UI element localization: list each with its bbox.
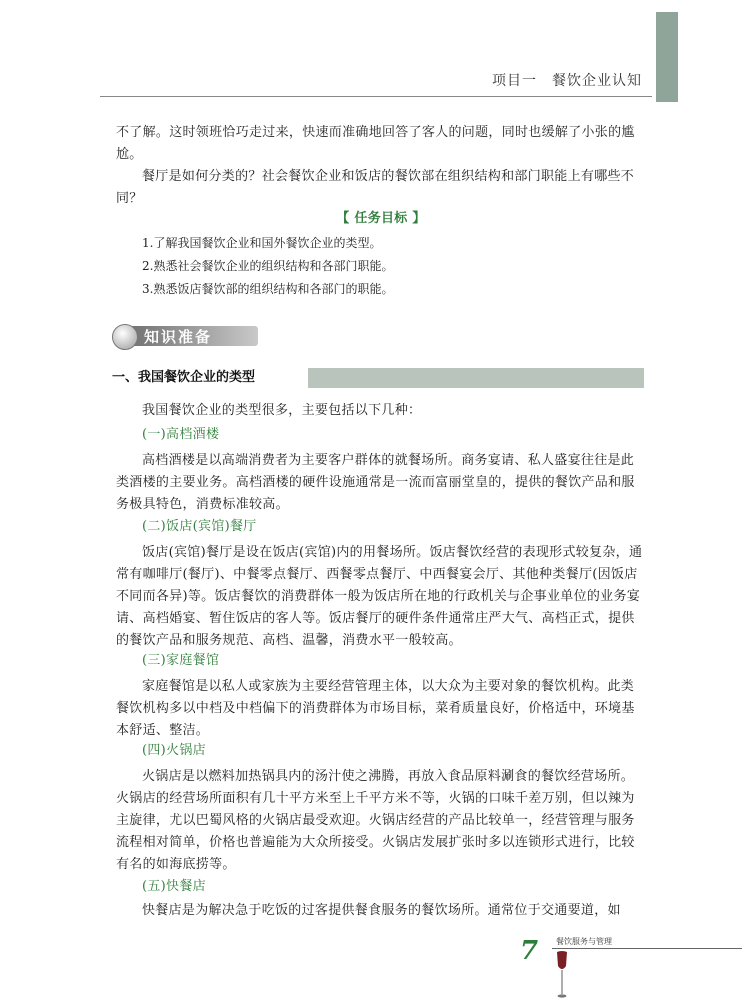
subheading-2: (二)饭店(宾馆)餐厅 (142, 519, 257, 534)
task-goal-list (142, 232, 642, 301)
paragraph-4: 火锅店是以燃料加热锅具内的汤汁使之沸腾，再放入食品原料涮食的餐饮经营场所。火锅店的经营场所面积有几十平方米至上千平方米不等，火锅的口味千差万别，但以辣为主旋律，尤以巴蜀风格的火锅店最受欢迎。火锅店经营的产品比较单一，经营管理与服务流程相对简单，价格也普遍能为大众所接受。火锅店发展扩张时多以连锁形式进行，比较有名的如海底捞等。 (116, 769, 635, 872)
intro-paragraph-2: 餐厅是如何分类的？社会餐饮企业和饭店的餐饮部在组织结构和部门职能上有哪些不同？ (116, 169, 635, 206)
heading-1-label: 一、我国餐饮企业的类型 (112, 370, 256, 385)
footer-divider (552, 948, 742, 949)
subheading-3: (三)家庭餐馆 (142, 653, 220, 668)
task-goal-item: 1.了解我国餐饮企业和国外餐饮企业的类型。 (142, 236, 382, 250)
paragraph-3: 家庭餐馆是以私人或家族为主要经营管理主体，以大众为主要对象的餐饮机构。此类餐饮机构多以中档及中档偏下的消费群体为市场目标，菜肴质量良好，价格适中，环境基本舒适、整洁。 (116, 679, 635, 738)
knowledge-section-banner (112, 324, 258, 348)
paragraph-2: 饭店(宾馆)餐厅是设在饭店(宾馆)内的用餐场所。饭店餐饮经营的表现形式较复杂，通常有咖啡厅(餐厅)、中餐零点餐厅、西餐零点餐厅、中西餐宴会厅、其他种类餐厅(因饭店不同而各异)等。饭店餐饮的消费群体一般为饭店所在地的行政机关与企事业单位的业务宴请、高档婚宴、暂住饭店的客人等。饭店餐厅的硬件条件通常庄严大气、高档正式，提供的餐饮产品和服务规范、高档、温馨，消费水平一般较高。 (116, 545, 643, 648)
task-goal-item: 2.熟悉社会餐饮企业的组织结构和各部门职能。 (142, 259, 394, 273)
paragraph-1: 高档酒楼是以高端消费者为主要客户群体的就餐场所。商务宴请、私人盛宴往往是此类酒楼的主要业务。高档酒楼的硬件设施通常是一流而富丽堂皇的，提供的餐饮产品和服务极具特色，消费标准较高。 (116, 453, 635, 512)
page-number: 7 (520, 936, 539, 966)
subheading-5: (五)快餐店 (142, 879, 206, 894)
section-label: 知识准备 (144, 328, 213, 346)
banner-disc-icon (112, 324, 138, 350)
lead-paragraph: 我国餐饮企业的类型很多，主要包括以下几种： (142, 403, 422, 418)
subheading-4: (四)火锅店 (142, 743, 206, 758)
wine-glass-icon (556, 950, 568, 1000)
subheading-1: (一)高档酒楼 (142, 427, 220, 442)
footer-book-title: 餐饮服务与管理 (556, 937, 612, 946)
task-goal-title: 【 任务目标 】 (336, 211, 426, 226)
heading-1-bar (308, 368, 644, 388)
header-tab-decoration (656, 12, 678, 102)
heading-1 (112, 368, 644, 388)
paragraph-5: 快餐店是为解决急于吃饭的过客提供餐食服务的餐饮场所。通常位于交通要道，如 (142, 903, 621, 918)
header-divider (100, 96, 652, 97)
task-goal-item: 3.熟悉饭店餐饮部的组织结构和各部门的职能。 (142, 282, 394, 296)
intro-paragraph-1: 不了解。这时领班恰巧走过来，快速而准确地回答了客人的问题，同时也缓解了小张的尴尬。 (116, 125, 635, 162)
running-header-title: 项目一 餐饮企业认知 (492, 73, 642, 89)
